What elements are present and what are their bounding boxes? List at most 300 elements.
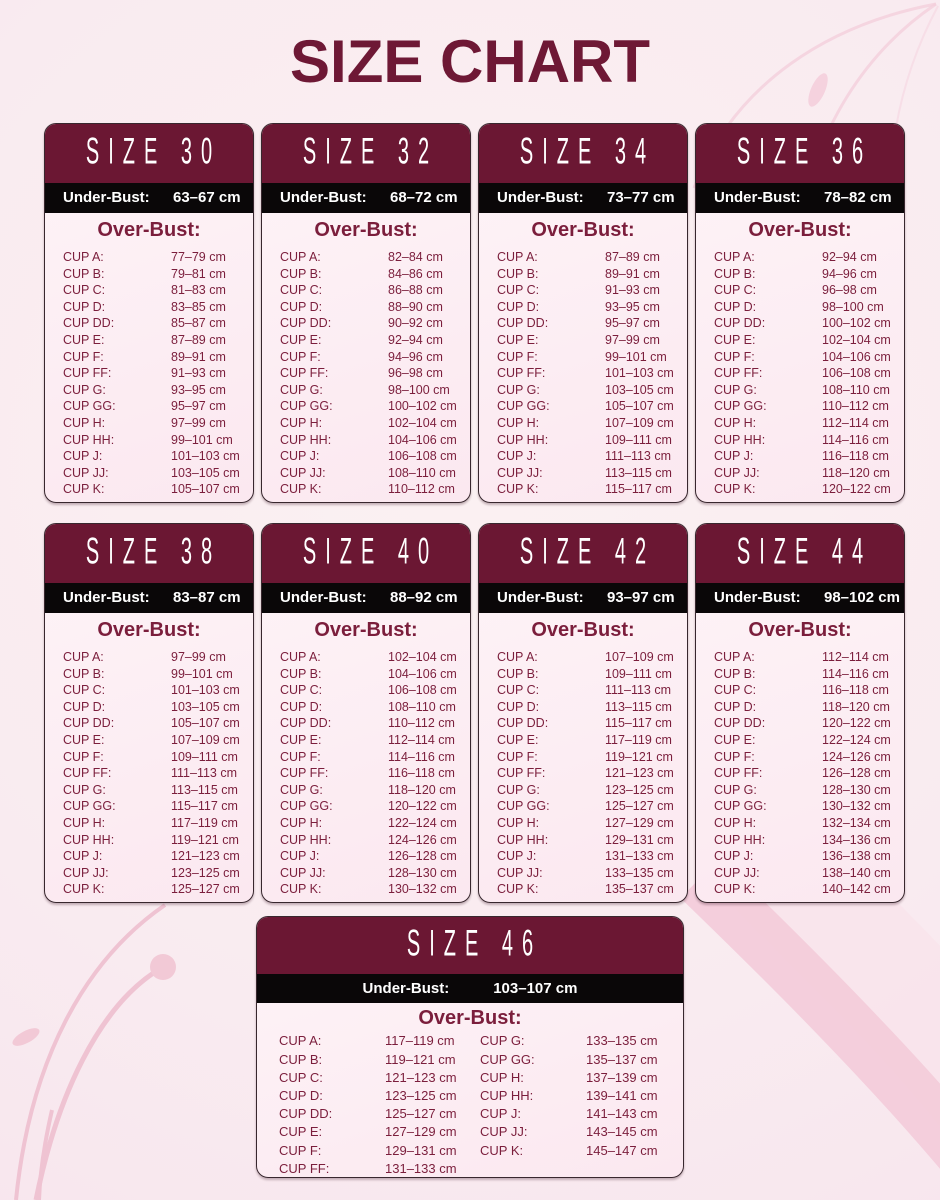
under-bust-bar <box>262 583 470 613</box>
cup-label: CUP HH: <box>480 1087 534 1103</box>
cup-row <box>63 815 245 832</box>
cup-row <box>280 665 462 682</box>
cup-row <box>280 365 462 382</box>
cup-range: 98–100 cm <box>822 299 884 314</box>
cup-row <box>497 265 679 282</box>
size-card <box>256 916 684 1178</box>
under-bust-label: Under-Bust: <box>362 979 450 997</box>
cup-label: CUP HH: <box>63 432 115 447</box>
cup-label: CUP C: <box>497 683 540 698</box>
cup-row <box>714 398 896 415</box>
under-bust-bar <box>45 183 253 213</box>
size-card-header <box>696 124 904 183</box>
cup-range: 77–79 cm <box>171 250 226 265</box>
cup-row <box>279 1123 468 1141</box>
cup-range: 92–94 cm <box>822 250 877 265</box>
cup-label: CUP DD: <box>714 316 766 331</box>
cup-label: CUP B: <box>497 666 539 681</box>
cup-label: CUP B: <box>714 666 756 681</box>
cup-label: CUP D: <box>497 299 540 314</box>
cup-range: 86–88 cm <box>388 283 443 298</box>
cup-range: 106–108 cm <box>822 366 891 381</box>
under-bust-label: Under-Bust: <box>63 589 150 607</box>
cup-label: CUP K: <box>480 1142 524 1158</box>
cup-row <box>280 699 462 716</box>
cup-label: CUP DD: <box>497 316 549 331</box>
under-bust-label: Under-Bust: <box>63 189 150 207</box>
cup-row <box>63 881 245 898</box>
cup-range: 129–131 cm <box>605 832 674 847</box>
cup-range: 128–130 cm <box>388 865 457 880</box>
cup-label: CUP G: <box>480 1033 525 1049</box>
cup-label: CUP H: <box>714 816 757 831</box>
cup-row <box>714 481 896 498</box>
cup-range: 114–116 cm <box>388 749 455 764</box>
cup-label: CUP A: <box>279 1033 322 1049</box>
cup-range: 98–100 cm <box>388 382 450 397</box>
cup-label: CUP JJ: <box>63 865 109 880</box>
cup-range: 83–85 cm <box>171 299 226 314</box>
under-bust-value: 68–72 cm <box>390 189 458 207</box>
cup-label: CUP E: <box>497 333 539 348</box>
cup-range: 123–125 cm <box>171 865 240 880</box>
cup-row <box>714 448 896 465</box>
cup-list <box>262 246 470 498</box>
size-card-title: SIZE 34 <box>519 132 656 173</box>
cup-row <box>714 732 896 749</box>
cup-range: 111–113 cm <box>171 766 238 781</box>
cup-label: CUP F: <box>63 749 104 764</box>
cup-row <box>714 699 896 716</box>
cup-row <box>497 382 679 399</box>
cup-label: CUP J: <box>497 849 537 864</box>
cup-row <box>63 649 245 666</box>
size-card-title: SIZE 46 <box>406 924 543 965</box>
cup-label: CUP HH: <box>497 832 549 847</box>
cup-row <box>280 348 462 365</box>
cup-range: 87–89 cm <box>605 250 660 265</box>
cup-label: CUP D: <box>63 299 106 314</box>
cup-label: CUP F: <box>280 349 321 364</box>
cup-row <box>280 748 462 765</box>
cup-range: 87–89 cm <box>171 333 226 348</box>
size-card <box>44 523 254 903</box>
cup-row <box>497 332 679 349</box>
cup-range: 117–119 cm <box>385 1033 455 1049</box>
size-card <box>695 523 905 903</box>
size-card-header <box>479 124 687 183</box>
cup-range: 135–137 cm <box>586 1051 658 1067</box>
cup-label: CUP DD: <box>280 716 332 731</box>
cup-row <box>480 1032 669 1050</box>
cup-label: CUP J: <box>714 849 754 864</box>
cup-range: 99–101 cm <box>605 349 667 364</box>
cup-range: 93–95 cm <box>605 299 660 314</box>
size-card <box>478 523 688 903</box>
cup-range: 125–127 cm <box>605 799 674 814</box>
cup-row <box>279 1086 468 1104</box>
cup-range: 94–96 cm <box>388 349 443 364</box>
cup-label: CUP C: <box>279 1069 323 1085</box>
cup-range: 107–109 cm <box>171 733 240 748</box>
size-card-title: SIZE 38 <box>85 532 222 573</box>
cup-range: 145–147 cm <box>586 1142 658 1158</box>
cup-range: 104–106 cm <box>388 432 457 447</box>
cup-label: CUP HH: <box>63 832 115 847</box>
cup-range: 119–121 cm <box>605 749 673 764</box>
cup-label: CUP K: <box>63 882 105 897</box>
over-bust-heading: Over-Bust: <box>97 218 201 241</box>
cup-row <box>480 1141 669 1159</box>
cup-row <box>480 1086 669 1104</box>
cup-label: CUP E: <box>497 733 539 748</box>
cup-range: 127–129 cm <box>605 816 674 831</box>
cup-row <box>497 881 679 898</box>
cup-row <box>280 415 462 432</box>
cup-range: 135–137 cm <box>605 882 674 897</box>
cup-label: CUP DD: <box>63 716 115 731</box>
cup-range: 108–110 cm <box>388 699 456 714</box>
cup-label: CUP JJ: <box>714 465 760 480</box>
cup-row <box>63 431 245 448</box>
cup-label: CUP F: <box>497 749 538 764</box>
cup-range: 112–114 cm <box>822 650 889 665</box>
size-card-body <box>696 613 904 898</box>
cup-range: 102–104 cm <box>388 650 457 665</box>
cup-row <box>497 765 679 782</box>
cup-label: CUP GG: <box>280 399 333 414</box>
cup-label: CUP JJ: <box>280 865 326 880</box>
cup-range: 97–99 cm <box>605 333 660 348</box>
size-card <box>478 123 688 503</box>
cup-range: 97–99 cm <box>171 650 226 665</box>
cup-row <box>497 299 679 316</box>
cup-row <box>714 798 896 815</box>
cup-range: 124–126 cm <box>822 749 891 764</box>
size-cards-row-3 <box>0 916 940 1178</box>
cup-range: 110–112 cm <box>388 716 455 731</box>
cup-row <box>714 382 896 399</box>
cup-range: 89–91 cm <box>171 349 226 364</box>
cup-label: CUP D: <box>280 299 323 314</box>
cup-row <box>63 332 245 349</box>
cup-range: 113–115 cm <box>605 699 672 714</box>
cup-label: CUP A: <box>497 650 538 665</box>
cup-range: 110–112 cm <box>822 399 889 414</box>
cup-row <box>714 881 896 898</box>
cup-range: 117–119 cm <box>605 733 672 748</box>
cup-range: 99–101 cm <box>171 432 233 447</box>
cup-row <box>280 265 462 282</box>
cup-range: 130–132 cm <box>822 799 891 814</box>
cup-row <box>714 748 896 765</box>
cup-row <box>714 682 896 699</box>
cup-label: CUP K: <box>280 482 322 497</box>
cup-label: CUP A: <box>714 650 755 665</box>
cup-row <box>280 249 462 266</box>
cup-label: CUP HH: <box>280 832 332 847</box>
cup-label: CUP K: <box>497 482 539 497</box>
cup-range: 126–128 cm <box>388 849 457 864</box>
cup-row <box>480 1123 669 1141</box>
cup-row <box>280 881 462 898</box>
cup-range: 116–118 cm <box>822 449 889 464</box>
cup-label: CUP A: <box>280 650 321 665</box>
cup-range: 107–109 cm <box>605 650 674 665</box>
cup-range: 122–124 cm <box>822 733 891 748</box>
cup-range: 113–115 cm <box>605 465 672 480</box>
under-bust-value: 83–87 cm <box>173 589 241 607</box>
cup-row <box>280 398 462 415</box>
cup-row <box>497 665 679 682</box>
cup-row <box>63 782 245 799</box>
cup-range: 111–113 cm <box>605 683 672 698</box>
cup-row <box>497 831 679 848</box>
cup-row <box>714 299 896 316</box>
cup-row <box>497 732 679 749</box>
cup-label: CUP FF: <box>497 766 546 781</box>
cup-label: CUP J: <box>480 1106 521 1122</box>
under-bust-label: Under-Bust: <box>497 189 584 207</box>
cup-row <box>497 282 679 299</box>
cup-list <box>696 246 904 498</box>
cup-range: 133–135 cm <box>586 1033 658 1049</box>
cup-label: CUP K: <box>714 882 756 897</box>
size-card-header <box>262 524 470 583</box>
cup-range: 103–105 cm <box>605 382 674 397</box>
page-title: SIZE CHART <box>290 28 650 95</box>
size-card-header <box>696 524 904 583</box>
under-bust-label: Under-Bust: <box>280 189 367 207</box>
size-card-body <box>45 213 253 498</box>
cup-row <box>497 365 679 382</box>
cup-label: CUP F: <box>63 349 104 364</box>
cup-label: CUP E: <box>714 733 756 748</box>
cup-label: CUP E: <box>280 333 322 348</box>
cup-row <box>480 1068 669 1086</box>
cup-row <box>63 448 245 465</box>
cup-row <box>497 315 679 332</box>
cup-range: 123–125 cm <box>385 1087 457 1103</box>
cup-label: CUP G: <box>714 382 757 397</box>
cup-label: CUP G: <box>497 782 540 797</box>
cup-range: 101–103 cm <box>171 683 240 698</box>
cup-row <box>63 348 245 365</box>
cup-row <box>497 682 679 699</box>
cup-range: 91–93 cm <box>171 366 226 381</box>
cup-list <box>45 646 253 898</box>
cup-label: CUP JJ: <box>497 465 543 480</box>
cup-range: 121–123 cm <box>171 849 240 864</box>
cup-label: CUP FF: <box>497 366 546 381</box>
under-bust-value: 73–77 cm <box>607 189 675 207</box>
over-bust-heading: Over-Bust: <box>531 218 635 241</box>
cup-row <box>63 682 245 699</box>
size-card <box>695 123 905 503</box>
cup-row <box>280 299 462 316</box>
cup-row <box>280 431 462 448</box>
under-bust-label: Under-Bust: <box>497 589 584 607</box>
cup-row <box>714 348 896 365</box>
cup-label: CUP C: <box>63 283 106 298</box>
cup-label: CUP H: <box>497 816 540 831</box>
cup-range: 107–109 cm <box>605 416 674 431</box>
cup-label: CUP G: <box>63 382 106 397</box>
cup-label: CUP J: <box>714 449 754 464</box>
cup-range: 106–108 cm <box>388 449 457 464</box>
cup-row <box>63 415 245 432</box>
cup-row <box>714 765 896 782</box>
cup-label: CUP H: <box>280 816 323 831</box>
cup-range: 105–107 cm <box>171 482 240 497</box>
under-bust-value: 103–107 cm <box>493 979 578 997</box>
cup-label: CUP JJ: <box>714 865 760 880</box>
cup-range: 126–128 cm <box>822 766 891 781</box>
cup-range: 79–81 cm <box>171 266 226 281</box>
size-card-body <box>479 613 687 898</box>
cup-range: 116–118 cm <box>822 683 889 698</box>
size-card-body <box>262 213 470 498</box>
cup-label: CUP FF: <box>280 366 329 381</box>
cup-row <box>714 315 896 332</box>
cup-range: 121–123 cm <box>385 1069 457 1085</box>
cup-label: CUP E: <box>279 1124 323 1140</box>
cup-label: CUP A: <box>63 250 104 265</box>
cup-label: CUP JJ: <box>280 465 326 480</box>
cup-label: CUP FF: <box>714 366 763 381</box>
cup-range: 88–90 cm <box>388 299 443 314</box>
cup-range: 111–113 cm <box>605 449 672 464</box>
under-bust-label: Under-Bust: <box>714 189 801 207</box>
cup-row <box>63 481 245 498</box>
cup-label: CUP JJ: <box>497 865 543 880</box>
cup-row <box>714 815 896 832</box>
over-bust-heading: Over-Bust: <box>531 618 635 641</box>
cup-label: CUP FF: <box>63 766 112 781</box>
cup-row <box>480 1050 669 1068</box>
cup-row <box>497 865 679 882</box>
cup-row <box>714 831 896 848</box>
size-card-title: SIZE 44 <box>736 532 873 573</box>
cup-row <box>63 665 245 682</box>
cup-range: 128–130 cm <box>822 782 891 797</box>
cup-range: 96–98 cm <box>388 366 443 381</box>
under-bust-value: 98–102 cm <box>824 589 900 607</box>
cup-range: 132–134 cm <box>822 816 891 831</box>
cup-row <box>280 382 462 399</box>
cup-row <box>280 465 462 482</box>
cup-row <box>480 1105 669 1123</box>
size-card-title: SIZE 36 <box>736 132 873 173</box>
size-card-body <box>45 613 253 898</box>
cup-label: CUP DD: <box>497 716 549 731</box>
cup-range: 82–84 cm <box>388 250 443 265</box>
cup-range: 109–111 cm <box>605 432 672 447</box>
cup-range: 118–120 cm <box>822 465 890 480</box>
cup-label: CUP GG: <box>63 799 116 814</box>
cup-range: 99–101 cm <box>171 666 233 681</box>
cup-range: 124–126 cm <box>388 832 457 847</box>
cup-row <box>497 465 679 482</box>
cup-row <box>497 431 679 448</box>
cup-label: CUP D: <box>63 699 106 714</box>
cup-label: CUP DD: <box>714 716 766 731</box>
cup-label: CUP DD: <box>279 1106 333 1122</box>
cup-range: 91–93 cm <box>605 283 660 298</box>
cup-label: CUP GG: <box>480 1051 535 1067</box>
cup-row <box>279 1159 468 1177</box>
cup-row <box>280 682 462 699</box>
cup-label: CUP FF: <box>714 766 763 781</box>
cup-row <box>714 249 896 266</box>
cup-range: 102–104 cm <box>388 416 457 431</box>
size-card-body <box>257 1003 683 1178</box>
cup-range: 137–139 cm <box>586 1069 658 1085</box>
cup-row <box>280 848 462 865</box>
under-bust-bar <box>479 183 687 213</box>
under-bust-value: 88–92 cm <box>390 589 458 607</box>
cup-range: 95–97 cm <box>605 316 660 331</box>
cup-range: 119–121 cm <box>385 1051 456 1067</box>
size-card-header <box>479 524 687 583</box>
cup-row <box>63 299 245 316</box>
cup-row <box>279 1032 468 1050</box>
size-card <box>44 123 254 503</box>
cup-row <box>279 1068 468 1086</box>
cup-row <box>280 481 462 498</box>
cup-range: 104–106 cm <box>822 349 891 364</box>
cup-label: CUP DD: <box>280 316 332 331</box>
under-bust-bar <box>45 583 253 613</box>
size-card <box>261 123 471 503</box>
cup-range: 122–124 cm <box>388 816 457 831</box>
cup-range: 95–97 cm <box>171 399 226 414</box>
cup-row <box>63 398 245 415</box>
cup-row <box>714 332 896 349</box>
cup-label: CUP A: <box>714 250 755 265</box>
cup-label: CUP F: <box>714 749 755 764</box>
cup-range: 90–92 cm <box>388 316 443 331</box>
cup-row <box>714 649 896 666</box>
cup-row <box>497 748 679 765</box>
cup-range: 138–140 cm <box>822 865 891 880</box>
cup-label: CUP B: <box>63 666 105 681</box>
cup-label: CUP D: <box>714 299 757 314</box>
cup-row <box>714 465 896 482</box>
cup-range: 119–121 cm <box>171 832 239 847</box>
cup-range: 106–108 cm <box>388 683 457 698</box>
under-bust-value: 78–82 cm <box>824 189 892 207</box>
cup-row <box>497 848 679 865</box>
cup-label: CUP GG: <box>497 399 550 414</box>
cup-label: CUP F: <box>280 749 321 764</box>
cup-range: 101–103 cm <box>171 449 240 464</box>
cup-range: 125–127 cm <box>171 882 240 897</box>
cup-list <box>479 246 687 498</box>
size-card-header <box>45 524 253 583</box>
under-bust-bar <box>696 183 904 213</box>
over-bust-heading: Over-Bust: <box>314 218 418 241</box>
cup-label: CUP E: <box>280 733 322 748</box>
cup-label: CUP C: <box>280 683 323 698</box>
cup-range: 118–120 cm <box>822 699 890 714</box>
cup-range: 110–112 cm <box>388 482 455 497</box>
cup-range: 112–114 cm <box>388 733 455 748</box>
cup-list <box>262 646 470 898</box>
cup-label: CUP J: <box>63 449 103 464</box>
cup-label: CUP K: <box>280 882 322 897</box>
cup-range: 125–127 cm <box>385 1106 457 1122</box>
